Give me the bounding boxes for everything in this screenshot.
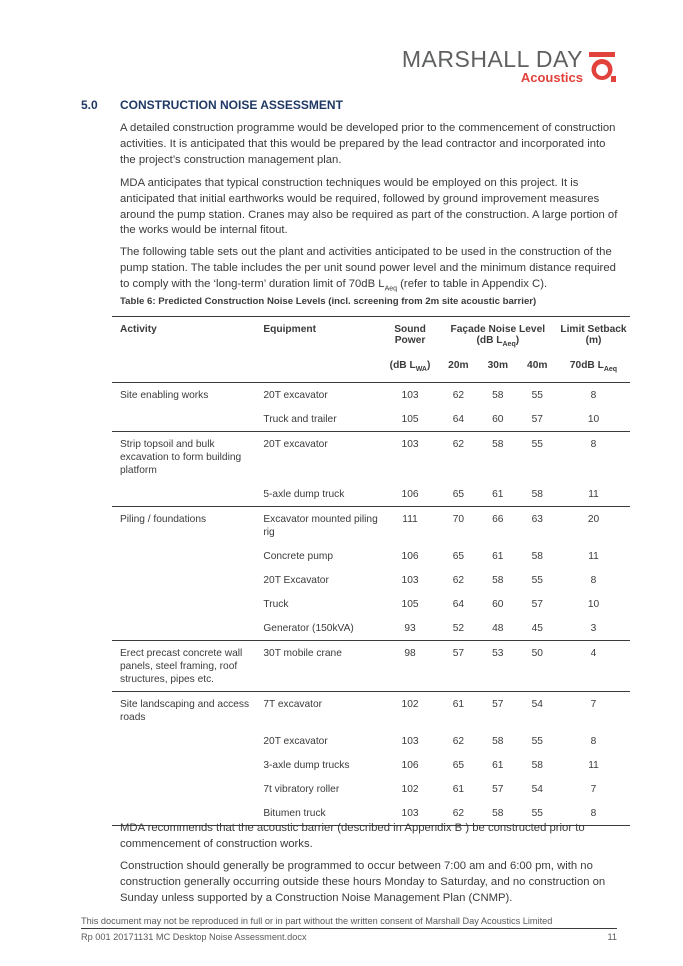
limit-setback-cell: 10: [587, 599, 600, 610]
header-activity: Activity: [112, 317, 263, 361]
header-limit-setback: Limit Setback (m): [557, 317, 630, 361]
paragraph-programme: A detailed construction programme would be developed prior to the commencement of construction activities. It is anticipated that this would be prepared by the lead contractor and incorporated into the project’s construction management plan.: [120, 122, 616, 166]
activity-cell: Site enabling works: [112, 383, 263, 408]
limit-setback-cell: 7: [557, 692, 630, 730]
header-facade-noise: Façade Noise Level (dB $L_{Aeq}$): [439, 317, 557, 361]
equipment-cell: 30T mobile crane: [263, 641, 381, 692]
activity-cell: Strip topsoil and bulk excavation to form building platform: [112, 432, 263, 483]
noise-30m-cell: 60: [492, 414, 504, 425]
noise-30m-cell: 53: [478, 641, 517, 692]
table-row: [112, 616, 630, 641]
noise-30m-cell: 58: [478, 432, 517, 483]
logo-mark-icon: [587, 50, 617, 84]
sound-power-cell: 106: [401, 489, 419, 500]
noise-20m-cell: 70: [439, 507, 478, 545]
table-body: [112, 383, 630, 827]
sound-power-cell: 103: [401, 808, 419, 819]
activity-cell: [112, 616, 263, 641]
activity-cell: [112, 544, 263, 568]
limit-setback-cell: 3: [590, 623, 597, 634]
limit-setback-cell: 20: [557, 507, 630, 545]
activity-cell: [112, 753, 263, 777]
equipment-cell: Truck and trailer: [263, 414, 337, 425]
limit-setback-cell: 11: [588, 489, 599, 500]
noise-30m-cell: 57: [492, 784, 504, 795]
footer-doc-reference: Rp 001 20171131 MC Desktop Noise Assessment.docx: [81, 932, 307, 942]
equipment-cell: Excavator mounted piling rig: [263, 507, 381, 545]
table-header-row: [112, 317, 630, 361]
sound-power-cell: 106: [401, 551, 419, 562]
noise-40m-cell: 63: [518, 507, 557, 545]
equipment-cell: 20T excavator: [263, 383, 381, 408]
noise-20m-cell: 61: [452, 784, 465, 795]
limit-setback-cell: 8: [590, 575, 597, 586]
paragraph-barrier: MDA recommends that the acoustic barrier (described in Appendix B ) be constructed prior to commencement of construction works.: [120, 822, 585, 850]
sound-power-cell: 103: [401, 575, 419, 586]
limit-setback-cell: 4: [557, 641, 630, 692]
construction-noise-table: [112, 316, 630, 826]
table-row: [112, 432, 630, 483]
noise-20m-cell: 65: [452, 551, 465, 562]
paragraph-techniques: MDA anticipates that typical construction techniques would be employed on this project. It is anticipated that initial earthworks would be required, followed by ground improvement measures around the pump station. Cranes may also be required as part of the construction. A large portion of the works would be internal fitout.: [120, 177, 618, 237]
activity-cell: Piling / foundations: [112, 507, 263, 545]
noise-30m-cell: 57: [478, 692, 517, 730]
section-number: 5.0: [81, 98, 98, 112]
table-row: [112, 729, 630, 753]
equipment-cell: Truck: [263, 599, 289, 610]
logo-name: MARSHALL DAY: [401, 46, 583, 72]
subheader-30m: 30m: [487, 360, 508, 371]
footer-divider: [81, 928, 617, 929]
noise-30m-cell: 61: [492, 551, 504, 562]
noise-20m-cell: 64: [452, 414, 465, 425]
logo-text: [323, 46, 583, 85]
noise-30m-cell: 60: [492, 599, 504, 610]
noise-30m-cell: 48: [492, 623, 504, 634]
table-caption: Table 6: Predicted Construction Noise Levels (incl. screening from 2m site acoustic barrier): [120, 296, 537, 307]
sound-power-cell: 103: [381, 432, 438, 483]
table-row: [112, 544, 630, 568]
sound-power-cell: 93: [404, 623, 416, 634]
noise-40m-cell: 55: [518, 432, 557, 483]
sound-power-cell: 103: [401, 736, 419, 747]
equipment-cell: Bitumen truck: [263, 808, 326, 819]
activity-cell: [112, 729, 263, 753]
logo-subtitle: Acoustics: [520, 70, 583, 85]
table-row: [112, 407, 630, 432]
subheader-40m: 40m: [527, 360, 548, 371]
subheader-limit-unit: 70dB $L_{Aeq}$: [569, 360, 618, 374]
equipment-cell: 3-axle dump trucks: [263, 760, 350, 771]
equipment-cell: Concrete pump: [263, 551, 334, 562]
sound-power-cell: 105: [401, 599, 419, 610]
noise-40m-cell: 55: [531, 736, 543, 747]
footer-disclaimer: This document may not be reproduced in full or in part without the written consent of Marshall Day Acoustics Limited: [81, 916, 553, 926]
noise-30m-cell: 61: [492, 489, 504, 500]
equipment-cell: Generator (150kVA): [263, 623, 354, 634]
subheader-20m: 20m: [448, 360, 469, 371]
equipment-cell: 7t vibratory roller: [263, 784, 340, 795]
noise-20m-cell: 57: [439, 641, 478, 692]
table-row: [112, 507, 630, 545]
table-row: [112, 692, 630, 730]
activity-cell: [112, 777, 263, 801]
section-title: CONSTRUCTION NOISE ASSESSMENT: [120, 98, 343, 112]
noise-20m-cell: 62: [439, 383, 478, 408]
limit-setback-cell: 7: [590, 784, 597, 795]
activity-cell: [112, 568, 263, 592]
table-row: [112, 641, 630, 692]
subheader-sound-power-unit: (dB $L_{WA}$): [389, 360, 431, 374]
noise-40m-cell: 58: [531, 551, 543, 562]
noise-40m-cell: 54: [518, 692, 557, 730]
paragraph-hours: Construction should generally be programmed to occur between 7:00 am and 6:00 pm, with no construction generally occurring outside these hours Monday to Saturday, and no construction on Sunday unless supported by a Construction Noise Management Plan (CNMP).: [120, 860, 606, 904]
sound-power-cell: 103: [381, 383, 438, 408]
activity-cell: [112, 407, 263, 432]
activity-cell: Erect precast concrete wall panels, steel framing, roof structures, pipes etc.: [112, 641, 263, 692]
equipment-cell: 20T excavator: [263, 432, 381, 483]
noise-20m-cell: 65: [452, 760, 465, 771]
noise-40m-cell: 54: [531, 784, 543, 795]
limit-setback-cell: 11: [588, 760, 599, 771]
sound-power-cell: 102: [401, 784, 419, 795]
equipment-cell: 20T excavator: [263, 736, 328, 747]
table-row: [112, 482, 630, 507]
noise-40m-cell: 50: [518, 641, 557, 692]
noise-20m-cell: 65: [452, 489, 465, 500]
header-sound-power: Sound Power: [381, 317, 438, 361]
table-row: [112, 753, 630, 777]
equipment-cell: 7T excavator: [263, 692, 381, 730]
noise-20m-cell: 62: [452, 736, 465, 747]
sound-power-cell: 102: [381, 692, 438, 730]
paragraph-table-intro: The following table sets out the plant and activities anticipated to be used in the construction of the pump station. The table includes the per unit sound power level and the minimum distance required to comply with the ‘long-term’ duration limit of 70dB $L_{Aeq}$ (refer to table in Appendix C).: [120, 246, 616, 292]
noise-30m-cell: 58: [478, 383, 517, 408]
equipment-cell: 5-axle dump truck: [263, 489, 345, 500]
page-number: 11: [607, 932, 617, 942]
table-row: [112, 592, 630, 616]
noise-30m-cell: 58: [492, 736, 504, 747]
noise-20m-cell: 52: [452, 623, 465, 634]
activity-cell: Site landscaping and access roads: [112, 692, 263, 730]
table-row: [112, 383, 630, 408]
noise-30m-cell: 66: [478, 507, 517, 545]
noise-20m-cell: 64: [452, 599, 465, 610]
table-subheader-row: [112, 360, 630, 383]
activity-cell: [112, 592, 263, 616]
table-row: [112, 777, 630, 801]
noise-30m-cell: 58: [492, 575, 504, 586]
sound-power-cell: 98: [381, 641, 438, 692]
sound-power-cell: 111: [381, 507, 438, 545]
noise-40m-cell: 45: [531, 623, 543, 634]
noise-30m-cell: 58: [492, 808, 504, 819]
noise-20m-cell: 61: [439, 692, 478, 730]
noise-40m-cell: 55: [518, 383, 557, 408]
noise-40m-cell: 58: [531, 760, 543, 771]
limit-setback-cell: 10: [587, 414, 600, 425]
noise-20m-cell: 62: [452, 575, 465, 586]
limit-setback-cell: 8: [590, 808, 597, 819]
limit-setback-cell: 8: [590, 736, 597, 747]
noise-40m-cell: 57: [531, 599, 543, 610]
table-row: [112, 568, 630, 592]
header-equipment: Equipment: [263, 317, 381, 361]
noise-40m-cell: 57: [531, 414, 543, 425]
noise-40m-cell: 55: [531, 575, 543, 586]
noise-40m-cell: 55: [531, 808, 543, 819]
sound-power-cell: 105: [401, 414, 419, 425]
equipment-cell: 20T Excavator: [263, 575, 329, 586]
activity-cell: [112, 482, 263, 507]
limit-setback-cell: 8: [557, 383, 630, 408]
limit-setback-cell: 11: [588, 551, 599, 562]
sound-power-cell: 106: [401, 760, 419, 771]
limit-setback-cell: 8: [557, 432, 630, 483]
noise-20m-cell: 62: [439, 432, 478, 483]
noise-40m-cell: 58: [531, 489, 543, 500]
noise-30m-cell: 61: [492, 760, 504, 771]
noise-20m-cell: 62: [452, 808, 465, 819]
